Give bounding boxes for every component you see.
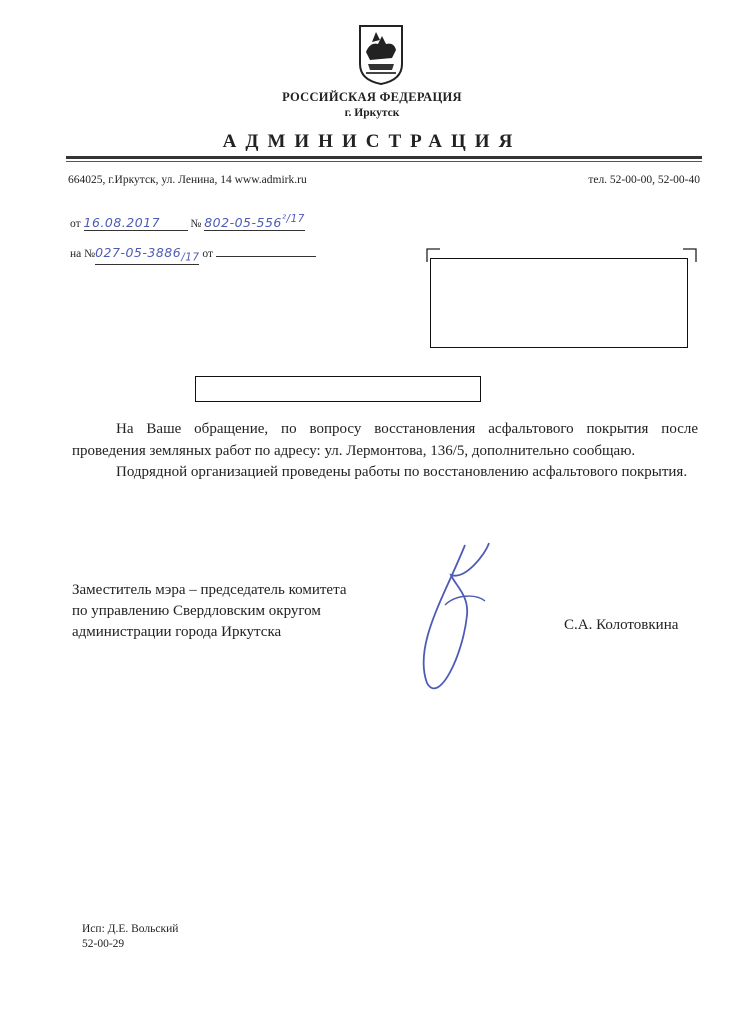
signatory-position bbox=[72, 580, 346, 643]
country-name: РОССИЙСКАЯ ФЕДЕРАЦИЯ bbox=[282, 90, 462, 104]
handwritten-signature bbox=[405, 535, 495, 695]
number-label: № bbox=[190, 218, 202, 231]
executor-info bbox=[82, 922, 178, 952]
reply-from-label: от bbox=[202, 248, 213, 260]
from-label: от bbox=[70, 218, 81, 231]
outgoing-number-value: 802-05-556 bbox=[204, 215, 282, 231]
outgoing-reference bbox=[70, 213, 305, 231]
outgoing-date: 16.08.2017 bbox=[84, 215, 188, 231]
executor-phone: 52-00-29 bbox=[82, 938, 125, 950]
salutation-redacted-box bbox=[195, 376, 481, 402]
recipient-redacted-box bbox=[430, 258, 688, 348]
reply-label: на № bbox=[70, 248, 96, 260]
outgoing-number-suffix: ²/17 bbox=[281, 213, 305, 225]
coat-of-arms-icon bbox=[356, 24, 406, 86]
header-rule-thin bbox=[66, 161, 702, 162]
organization-address: 664025, г.Иркутск, ул. Ленина, 14 www.admirk.ru bbox=[68, 174, 307, 186]
incoming-date-blank bbox=[216, 246, 316, 257]
signatory-line-2: по управлению Свердловским округом bbox=[72, 603, 321, 619]
organization-phones: тел. 52-00-00, 52-00-40 bbox=[588, 174, 700, 186]
incoming-number-suffix: /17 bbox=[181, 251, 200, 264]
incoming-number bbox=[95, 245, 199, 265]
executor-name: Исп: Д.Е. Вольский bbox=[82, 923, 179, 935]
signatory-name: С.А. Колотовкина bbox=[564, 617, 679, 633]
organization-title: АДМИНИСТРАЦИЯ bbox=[222, 131, 522, 152]
body-paragraph-2: Подрядной организацией проведены работы по восстановлению асфальтового покрытия. bbox=[116, 464, 688, 480]
incoming-reference bbox=[70, 245, 316, 265]
outgoing-number bbox=[204, 213, 305, 231]
body-paragraph-1: На Ваше обращение, по вопросу восстановления асфальтового покрытия после проведения земляных работ по адресу: ул. Лермонтова, 136/5, дополнительно сообщаю. bbox=[72, 421, 698, 459]
letter-body bbox=[72, 419, 698, 484]
signatory-line-3: администрации города Иркутска bbox=[72, 624, 282, 640]
signatory-line-1: Заместитель мэра – председатель комитета bbox=[72, 582, 347, 598]
incoming-number-value: 027-05-3886 bbox=[95, 245, 182, 260]
header-rule-thick bbox=[66, 156, 702, 159]
city-name: г. Иркутск bbox=[344, 107, 400, 119]
